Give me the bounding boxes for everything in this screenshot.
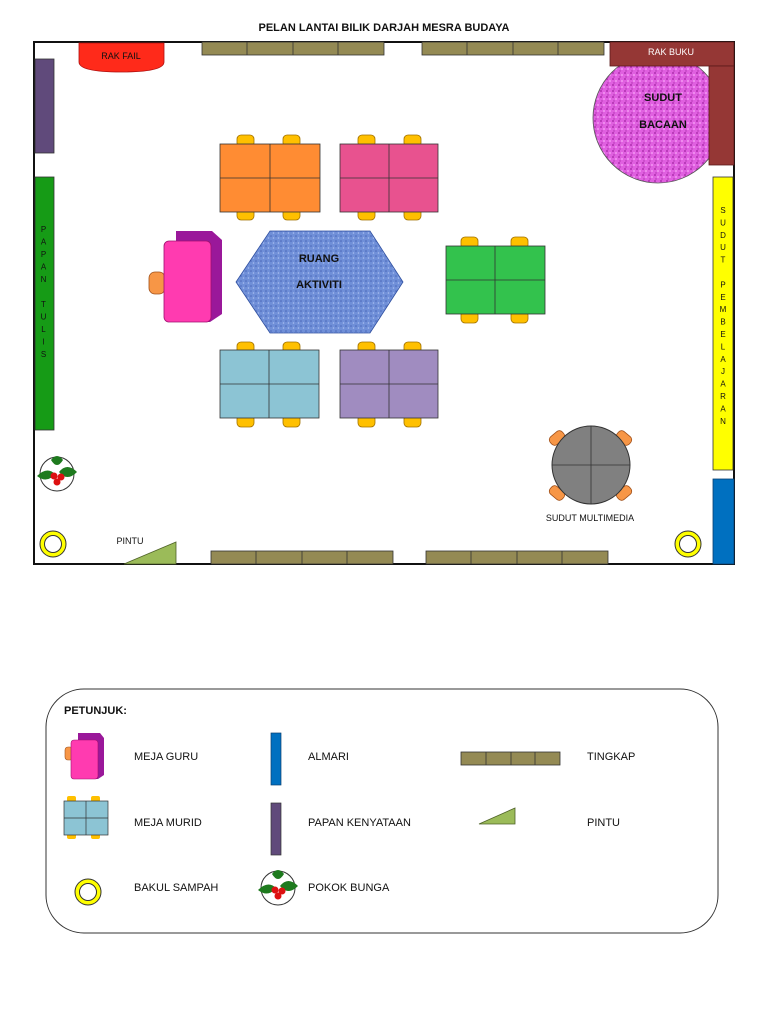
legend-notice-board-label: PAPAN KENYATAAN	[308, 817, 411, 829]
legend-window-icon	[461, 752, 560, 765]
legend-student-desk-icon	[64, 796, 108, 839]
trash-bin-left-icon	[40, 531, 66, 557]
multimedia-table	[548, 426, 634, 504]
whiteboard-label: P A P A N T U L I S	[40, 225, 48, 359]
student-desk-orange	[220, 135, 320, 220]
legend-notice-board-icon	[271, 803, 281, 855]
legend-box	[46, 689, 718, 933]
legend-window-label: TINGKAP	[587, 751, 636, 763]
legend-cupboard-label: ALMARI	[308, 751, 349, 763]
window-bottom-right	[426, 551, 608, 564]
legend-trash-bin-icon	[75, 879, 101, 905]
legend-teacher-desk-label: MEJA GURU	[134, 751, 199, 763]
reading-corner	[593, 53, 723, 183]
reading-corner-label-2: BACAAN	[639, 119, 687, 131]
legend-cupboard-icon	[271, 733, 281, 785]
file-rack-label: RAK FAIL	[101, 51, 141, 61]
notice-board-left	[35, 59, 54, 153]
legend-flower-pot-label: POKOK BUNGA	[308, 882, 390, 894]
student-desk-green	[446, 237, 545, 323]
window-top-left	[202, 42, 384, 55]
student-desk-blue	[220, 342, 319, 427]
cupboard-right	[713, 479, 734, 564]
student-desk-pink	[340, 135, 438, 220]
window-bottom-left	[211, 551, 393, 564]
student-desk-purple	[340, 342, 438, 427]
window-top-right	[422, 42, 604, 55]
book-rack-label: RAK BUKU	[647, 47, 695, 57]
door-label: PINTU	[116, 536, 144, 546]
learning-corner-label: S U D U T P E M B E L A J A R A N	[719, 206, 727, 426]
legend-heading: PETUNJUK:	[64, 705, 127, 717]
activity-area-label-1: RUANG	[298, 253, 340, 265]
book-rack-side	[709, 66, 734, 165]
legend-student-desk-label: MEJA MURID	[134, 817, 202, 829]
legend-door-label: PINTU	[587, 817, 620, 829]
page-title: PELAN LANTAI BILIK DARJAH MESRA BUDAYA	[258, 22, 510, 34]
activity-area-label-2: AKTIVITI	[296, 279, 342, 291]
legend-trash-bin-label: BAKUL SAMPAH	[134, 882, 219, 894]
multimedia-label: SUDUT MULTIMEDIA	[545, 513, 635, 523]
trash-bin-right-icon	[675, 531, 701, 557]
reading-corner-label-1: SUDUT	[644, 92, 682, 104]
